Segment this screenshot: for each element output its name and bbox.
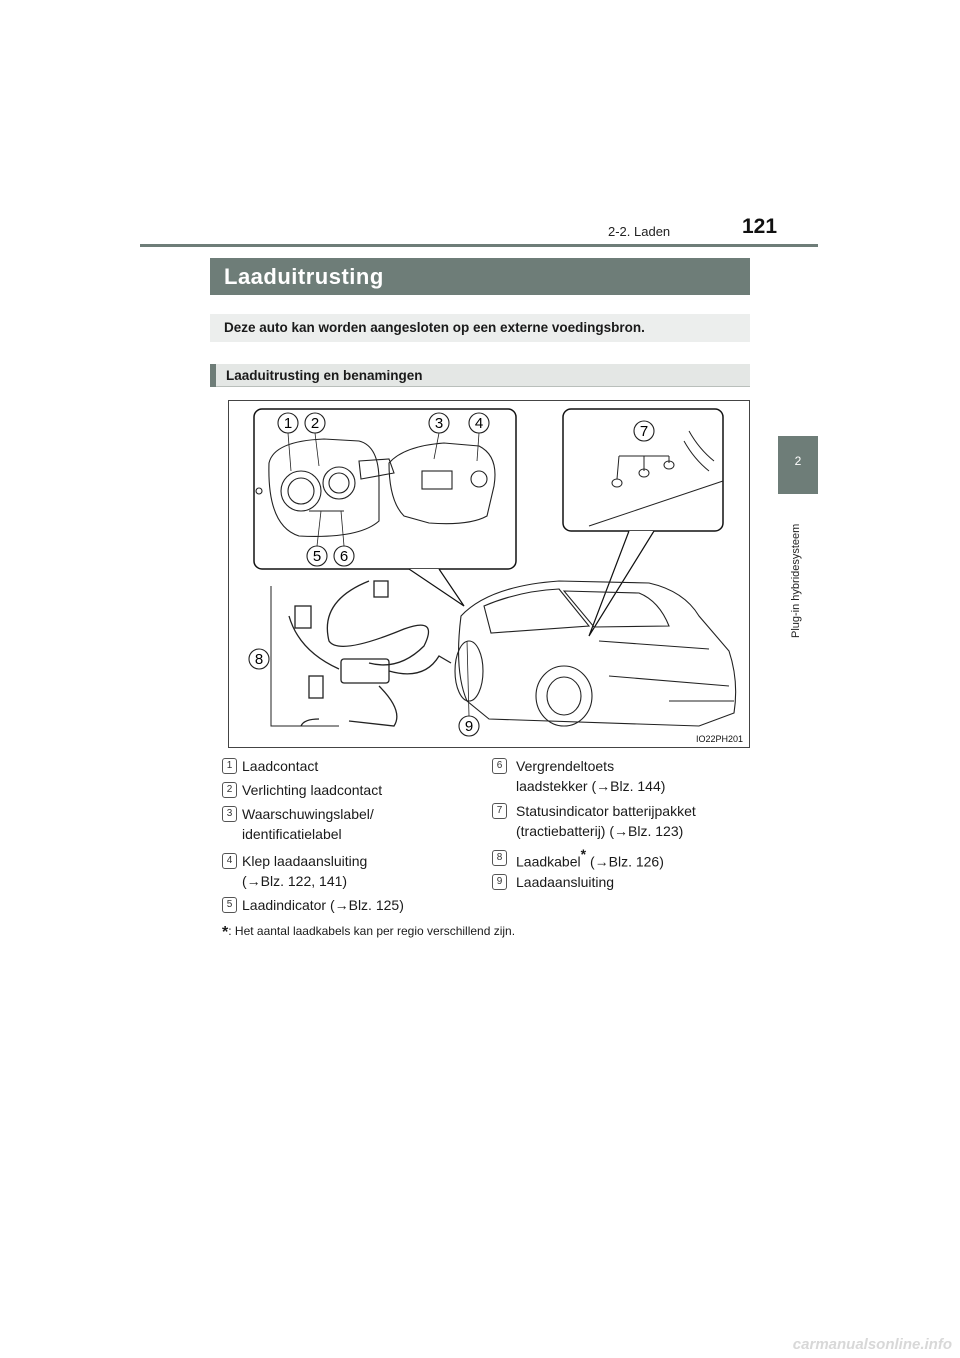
callout-8 xyxy=(249,649,269,669)
legend-number: 1 xyxy=(222,758,237,774)
legend-number: 2 xyxy=(222,782,237,798)
header-rule xyxy=(140,244,818,247)
page-title: Laaduitrusting xyxy=(210,258,750,295)
cable-bracket xyxy=(271,586,339,726)
legend-text: identificatielabel xyxy=(242,826,342,842)
chapter-title: Plug-in hybridesysteem xyxy=(790,523,802,638)
asterisk-marker: * xyxy=(580,846,587,862)
subsection-heading: Laaduitrusting en benamingen xyxy=(210,364,750,387)
legend-text: Laadaansluiting xyxy=(516,874,615,890)
callout-6 xyxy=(334,546,354,566)
legend-number: 9 xyxy=(492,874,507,890)
legend-number: 8 xyxy=(492,850,507,866)
svg-text:2: 2 xyxy=(310,415,320,432)
callout-2 xyxy=(305,413,325,433)
equipment-illustration xyxy=(228,400,750,748)
callout-1 xyxy=(278,413,298,433)
figure-code: IO22PH201 xyxy=(695,734,743,744)
callout-3 xyxy=(429,413,449,433)
callout-7 xyxy=(634,421,654,441)
cable-ref: (→Blz. 126) xyxy=(589,853,664,870)
svg-text:6: 6 xyxy=(339,548,349,565)
legend-number: 3 xyxy=(222,806,237,822)
legend-text-starred xyxy=(516,846,664,872)
callout-4 xyxy=(469,413,489,433)
footnote-asterisk: * xyxy=(222,924,229,941)
footnote xyxy=(222,924,515,942)
page-number: 121 xyxy=(742,215,778,238)
legend-text: Waarschuwingslabel/ xyxy=(242,806,374,822)
legend-text: Verlichting laadcontact xyxy=(242,782,383,798)
svg-text:7: 7 xyxy=(639,423,649,440)
legend-text: Laadcontact xyxy=(242,758,319,774)
chapter-tab: 2 xyxy=(778,436,818,494)
svg-text:4: 4 xyxy=(474,415,484,432)
watermark xyxy=(0,1336,960,1358)
intro-text: Deze auto kan worden aangesloten op een externe voedingsbron. xyxy=(210,314,750,342)
footnote-text: : Het aantal laadkabels kan per regio verschillend zijn. xyxy=(228,924,516,938)
svg-text:9: 9 xyxy=(464,718,474,735)
svg-text:1: 1 xyxy=(283,415,293,432)
chapter-side-label xyxy=(790,510,806,650)
legend-number: 7 xyxy=(492,803,507,819)
section-header: 2-2. Laden xyxy=(608,224,671,239)
legend-number: 6 xyxy=(492,758,507,774)
svg-text:5: 5 xyxy=(312,548,322,565)
car-drawing xyxy=(455,581,736,726)
callout-5 xyxy=(307,546,327,566)
legend-text: (→Blz. 122, 141) xyxy=(242,873,348,889)
legend-number: 4 xyxy=(222,853,237,869)
legend-text: (tractiebatterij) (→Blz. 123) xyxy=(516,823,684,839)
cable-label: Laadkabel xyxy=(516,853,581,870)
pointer-right xyxy=(589,531,654,636)
pointer-left xyxy=(409,569,464,606)
charging-cable-drawing xyxy=(289,581,451,726)
leader-9 xyxy=(467,641,469,716)
legend-number: 5 xyxy=(222,897,237,913)
legend-text: Vergrendeltoets xyxy=(516,758,615,774)
legend-text: Laadindicator (→Blz. 125) xyxy=(242,897,404,913)
illustration-svg xyxy=(229,401,751,749)
svg-text:3: 3 xyxy=(434,415,444,432)
callout-9 xyxy=(459,716,479,736)
legend-text: laadstekker (→Blz. 144) xyxy=(516,778,666,794)
legend-text: Statusindicator batterijpakket xyxy=(516,803,696,819)
svg-text:8: 8 xyxy=(254,651,264,668)
legend-text: Klep laadaansluiting xyxy=(242,853,368,869)
watermark-text: carmanualsonline.info xyxy=(792,1336,952,1353)
